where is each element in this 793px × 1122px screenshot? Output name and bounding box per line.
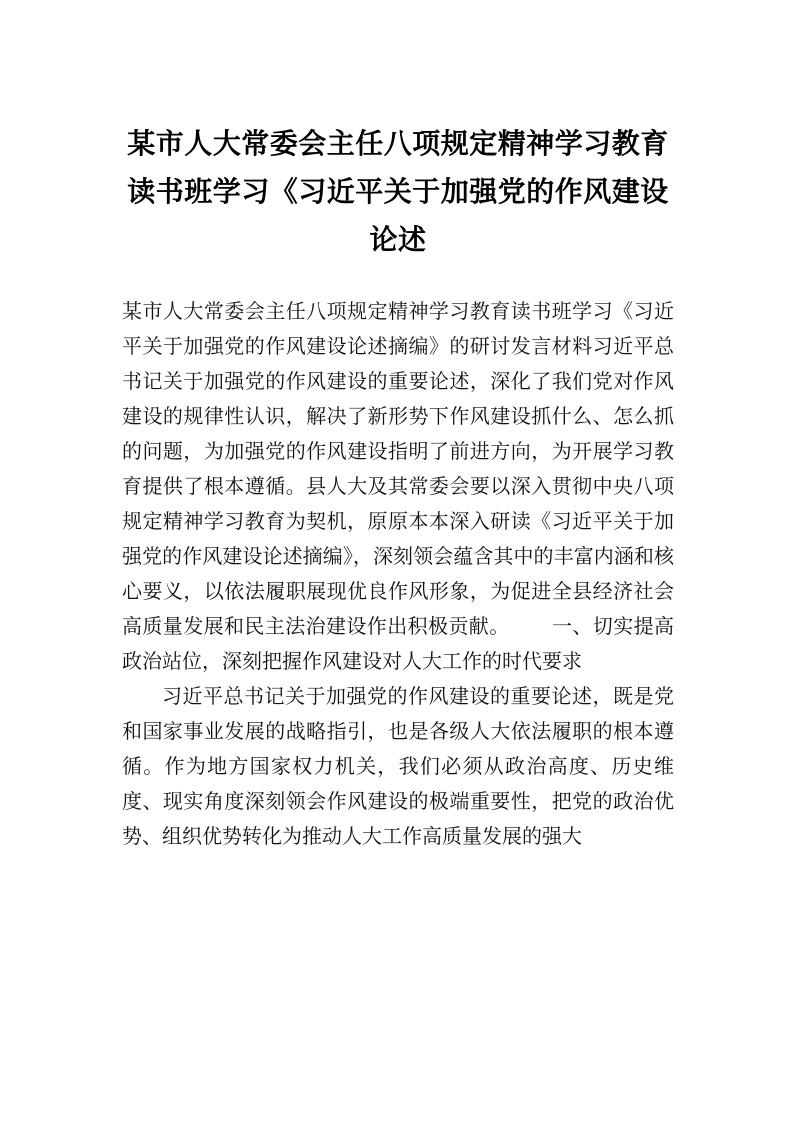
section-heading: 一、切实提高政治站位，深刻把握作风建设对人大工作的时代要求	[122, 614, 675, 673]
intro-text: 某市人大常委会主任八项规定精神学习教育读书班学习《习近平关于加强党的作风建设论述摘编》的研讨发言材料习近平总书记关于加强党的作风建设的重要论述，深化了我们党对作风建设的规律性认识，解决了新形势下作风建设抓什么、怎么抓的问题，为加强党的作风建设指明了前进方向，为开展学习教育提供了根本遵循。县人大及其常委会要以深入贯彻中央八项规定精神学习教育为契机，原原本本深入研读《习近平关于加强党的作风建设论述摘编》，深刻领会蕴含其中的丰富内涵和核心要义，以依法履职展现优良作风形象，为促进全县经济社会高质量发展和民主法治建设作出积极贡献。	[122, 299, 674, 638]
intro-paragraph	[122, 294, 674, 679]
document-body	[122, 294, 674, 854]
body-paragraph: 习近平总书记关于加强党的作风建设的重要论述，既是党和国家事业发展的战略指引，也是各级人大依法履职的根本遵循。作为地方国家权力机关，我们必须从政治高度、历史维度、现实角度深刻领会作风建设的极端重要性，把党的政治优势、组织优势转化为推动人大工作高质量发展的强大	[122, 684, 674, 848]
document-title: 某市人大常委会主任八项规定精神学习教育读书班学习《习近平关于加强党的作风建设论述	[127, 127, 669, 256]
